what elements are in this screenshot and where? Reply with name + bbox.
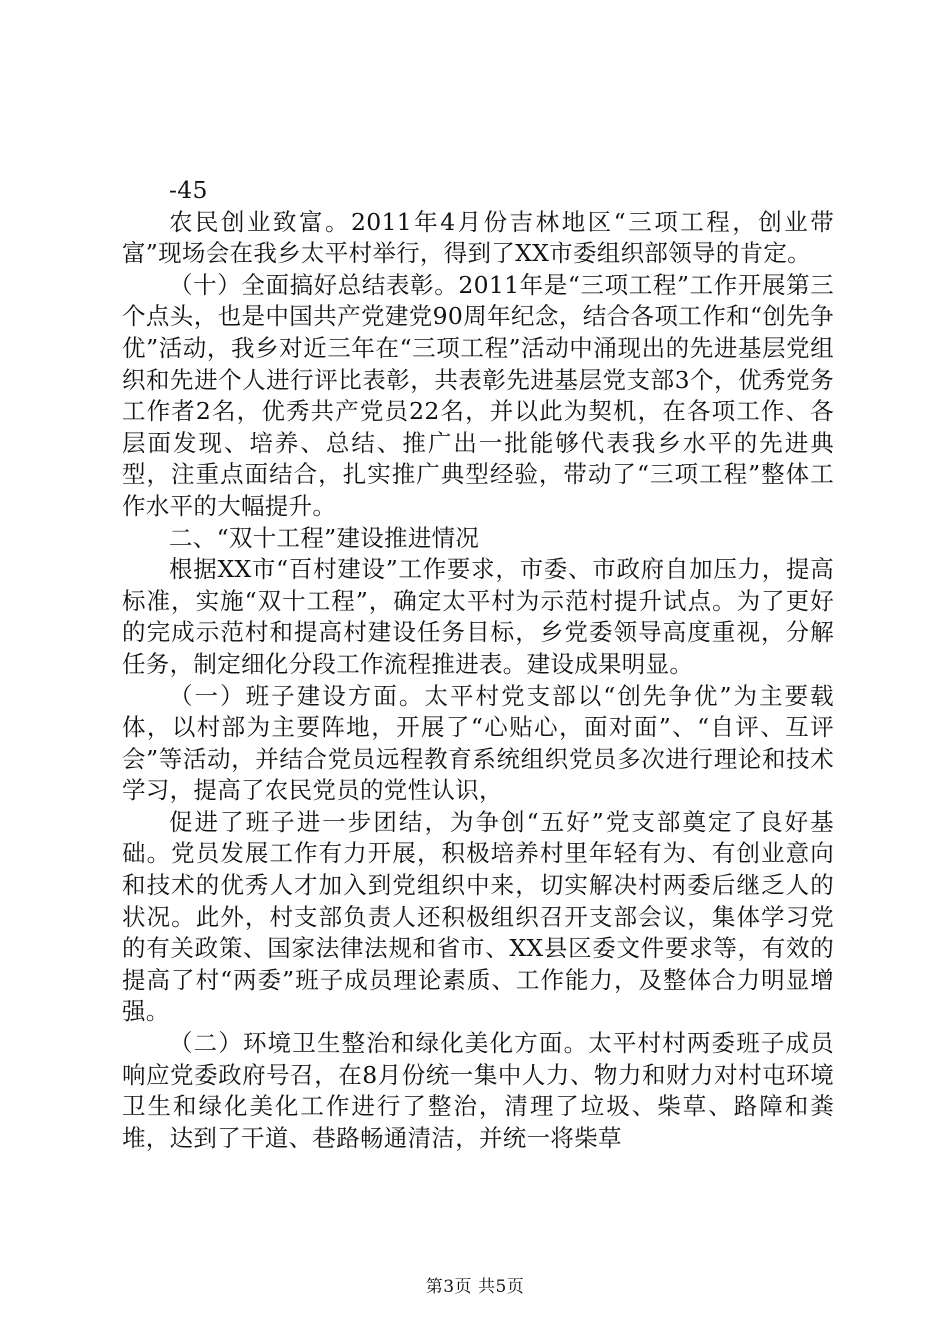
paragraph: （一）班子建设方面。太平村党支部以“创先争优”为主要载体，以村部为主要阵地，开展了“心贴心，面对面”、“自评、互评会”等活动，并结合党员远程教育系统组织党员多次进行理论和技术学习，提高了农民党员的党性认识， xyxy=(122,681,834,805)
page-footer: 第3页 共5页 xyxy=(425,1277,525,1297)
page-marker: -45 xyxy=(169,176,208,204)
paragraph: 促进了班子进一步团结，为争创“五好”党支部奠定了良好基础。党员发展工作有力开展，积极培养村里年轻有为、有创业意向和技术的优秀人才加入到党组织中来，切实解决村两委后继乏人的状况。此外，村支部负责人还积极组织召开支部会议，集体学习党的有关政策、国家法律法规和省市、XX县区委文件要求等，有效的提高了村“两委”班子成员理论素质、工作能力，及整体合力明显增强。 xyxy=(122,807,834,1026)
section-heading: 二、“双十工程”建设推进情况 xyxy=(169,523,480,552)
paragraph: （十）全面搞好总结表彰。2011年是“三项工程”工作开展第三个点头，也是中国共产党建党90周年纪念，结合各项工作和“创先争优”活动，我乡对近三年在“三项工程”活动中涌现出的先进基层党组织和先进个人进行评比表彰，共表彰先进基层党支部3个，优秀党务工作者2名，优秀共产党员22名，并以此为契机，在各项工作、各层面发现、培养、总结、推广出一批能够代表我乡水平的先进典型，注重点面结合，扎实推广典型经验，带动了“三项工程”整体工作水平的大幅提升。 xyxy=(122,270,834,520)
paragraph: 农民创业致富。2011年4月份吉林地区“三项工程，创业带富”现场会在我乡太平村举行，得到了XX市委组织部领导的肯定。 xyxy=(122,207,834,268)
paragraph: 根据XX市“百村建设”工作要求，市委、市政府自加压力，提高标准，实施“双十工程”，确定太平村为示范村提升试点。为了更好的完成示范村和提高村建设任务目标，乡党委领导高度重视，分解任务，制定细化分段工作流程推进表。建设成果明显。 xyxy=(122,555,834,678)
paragraph: （二）环境卫生整治和绿化美化方面。太平村村两委班子成员响应党委政府号召，在8月份统一集中人力、物力和财力对村屯环境卫生和绿化美化工作进行了整治，清理了垃圾、柴草、路障和粪堆，达到了干道、巷路畅通清洁，并统一将柴草 xyxy=(122,1029,834,1152)
document-body xyxy=(122,175,834,1154)
